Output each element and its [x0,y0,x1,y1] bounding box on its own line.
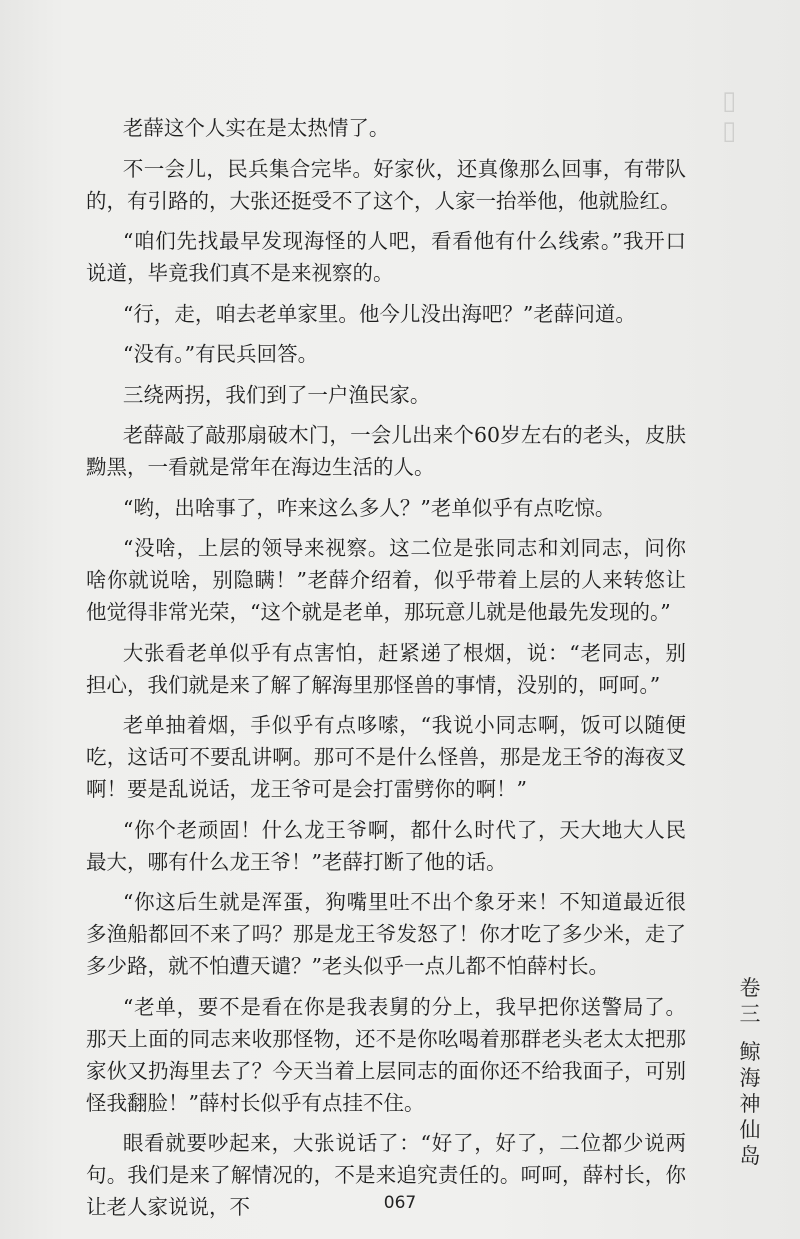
paragraph-11: 老单抽着烟，手似乎有点哆嗦，“我说小同志啊，饭可以随便吃，这话可不要乱讲啊。那可不是什么怪兽，那是龙王爷的海夜叉啊！要是乱说话，龙王爷可是会打雷劈你的啊！” [86,713,686,801]
page-number: 067 [383,1193,417,1213]
paragraph-5: “没有。”有民兵回答。 [122,342,319,366]
paragraph-4: “行，走，咱去老单家里。他今儿没出海吧？”老薛问道。 [122,301,636,326]
paragraph-13: “你这后生就是浑蛋，狗嘴里吐不出个象牙来！不知道最近很多渔船都回不来了吗？那是龙王爷发怒了！你才吃了多少米，走了多少路，就不怕遭天谴？”老头似乎一点儿都不怕薛村长。 [86,890,686,978]
paragraph-12: “你个老顽固！什么龙王爷啊，都什么时代了，天大地大人民最大，哪有什么龙王爷！”老薛打断了他的话。 [86,817,686,874]
name-char-4: 仙 [739,1118,761,1142]
paragraph-3: “咱们先找最早发现海怪的人吧，看看他有什么线索。”我开口说道，毕竟我们真不是来视察的。 [86,229,686,285]
bleed-through-mark: ▯ ▯ [722,86,737,146]
paragraph-10: 大张看老单似乎有点害怕，赶紧递了根烟，说：“老同志，别担心，我们就是来了解了解海里那怪兽的事情，没别的，呵呵。” [86,640,686,697]
paragraph-15: 眼看就要吵起来，大张说话了：“好了，好了，二位都少说两句。我们是来了解情况的，不是来追究责任的。呵呵，薛村长，你让老人家说说，不 [86,1131,686,1219]
volume-char-1: 卷 [739,976,761,1000]
running-title [734,975,766,1169]
paragraph-9: “没啥，上层的领导来视察。这二位是张同志和刘同志，问你啥你就说啥，别隐瞒！”老薛介绍着，似乎带着上层的人来转悠让他觉得非常光荣，“这个就是老单，那玩意儿就是他最先发现的。” [86,536,686,624]
paragraph-6: 三绕两拐，我们到了一户渔民家。 [122,382,431,407]
paragraph-1: 老薛这个人实在是太热情了。 [122,116,390,140]
volume-name [734,1039,766,1169]
paragraph-14: “老单，要不是看在你是我表舅的分上，我早把你送警局了。那天上面的同志来收那怪物，还不是你吆喝着那群老头老太太把那家伙又扔海里去了？今天当着上层同志的面你还不给我面子，可别怪我翻脸！”薛村长似乎有点挂不住。 [86,994,686,1115]
paragraph-7: 老薛敲了敲那扇破木门，一会儿出来个60岁左右的老头，皮肤黝黑，一看就是常年在海边生活的人。 [86,423,686,479]
name-char-1: 鲸 [739,1040,761,1064]
body-text [86,112,686,1232]
name-char-5: 岛 [739,1144,761,1168]
volume-label [734,975,766,1027]
name-char-3: 神 [739,1092,761,1116]
paragraph-8: “哟，出啥事了，咋来这么多人？”老单似乎有点吃惊。 [122,495,616,520]
paragraph-2: 不一会儿，民兵集合完毕。好家伙，还真像那么回事，有带队的，有引路的，大张还挺受不了这个，人家一抬举他，他就脸红。 [86,156,686,213]
name-char-2: 海 [739,1066,761,1090]
volume-char-2: 三 [739,1002,761,1026]
